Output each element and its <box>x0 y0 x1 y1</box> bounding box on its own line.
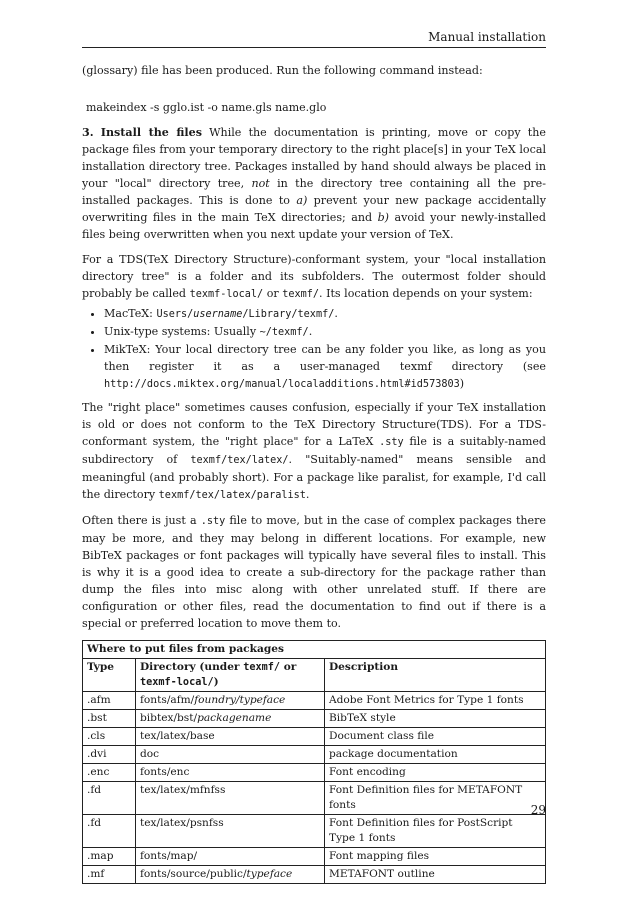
para-text: . "Suitably-named" means sensible and meaningful (and probably short). For a package like paralist, for example, I'd call the directory <box>82 453 546 501</box>
table-row <box>83 815 546 848</box>
code-path: texmf/tex/latex/ <box>190 455 289 466</box>
table-row <box>83 692 546 710</box>
code-path: Users/ <box>156 309 194 320</box>
cell-directory <box>136 728 325 746</box>
emphasis-a: a) <box>296 194 308 207</box>
code-path: /Library/texmf/ <box>242 309 335 320</box>
page-content <box>82 62 546 884</box>
directory-path: fonts/source/public/ <box>140 868 247 880</box>
table-row <box>83 764 546 782</box>
table-row <box>83 710 546 728</box>
item-end: ) <box>459 377 465 390</box>
table-row <box>83 782 546 815</box>
step-text: in the directory tree containing all the pre-installed packages. This is done to <box>82 177 546 207</box>
code-path: ~/texmf/ <box>259 327 309 338</box>
list-item-unix <box>104 323 546 341</box>
directory-path: tex/latex/psnfss <box>140 817 224 829</box>
directory-path: tex/latex/mfnfss <box>140 784 226 796</box>
emphasis-b: b) <box>377 211 389 224</box>
para-text: . <box>305 488 310 501</box>
header-text: ) <box>213 676 219 688</box>
header-rule <box>82 47 546 48</box>
para-text: file to move, but in the case of complex packages there may be more, and they may belong in different locations. For example, new BibTeX packages or font packages will typically have several files to install. This is why it is a good idea to create a sub-directory for the package rather than dump the files into misc along with other unrelated stuff. If there are configuration or other files, read the documentation to find out if there is a special or preferred location to move them to. <box>82 514 546 630</box>
item-label: MacTeX: <box>104 307 157 320</box>
often-paragraph <box>82 512 546 632</box>
directory-path: bibtex/bst/ <box>140 712 198 724</box>
cell-type: .dvi <box>83 746 136 764</box>
glossary-paragraph: (glossary) file has been produced. Run the following command instead: <box>82 64 483 77</box>
cell-description: METAFONT outline <box>325 866 546 884</box>
cell-description: package documentation <box>325 746 546 764</box>
directory-path-italic: foundry/typeface <box>194 694 286 706</box>
directory-path: tex/latex/base <box>140 730 215 742</box>
emphasis-not: not <box>251 177 270 190</box>
code-texmf-local: texmf-local/ <box>189 289 264 300</box>
cell-directory <box>136 848 325 866</box>
para-text: Often there is just a <box>82 514 201 527</box>
cell-directory <box>136 764 325 782</box>
table-caption: Where to put files from packages <box>83 641 546 659</box>
makeindex-command: makeindex -s gglo.ist -o name.gls name.glo <box>86 101 327 114</box>
cell-directory <box>136 746 325 764</box>
code-path: texmf/tex/latex/paralist <box>158 490 306 501</box>
cell-directory <box>136 782 325 815</box>
right-place-paragraph <box>82 399 546 504</box>
cell-type: .enc <box>83 764 136 782</box>
tds-text: . Its location depends on your system: <box>319 287 533 300</box>
header-directory <box>136 659 325 692</box>
cell-directory <box>136 710 325 728</box>
cell-type: .bst <box>83 710 136 728</box>
tds-paragraph <box>82 251 546 303</box>
directory-path: fonts/afm/ <box>140 694 195 706</box>
table-row <box>83 746 546 764</box>
item-text: MikTeX: Your local directory tree can be any folder you like, as long as you then register it as a user-managed texmf directory (see <box>104 343 546 373</box>
step-number: 3. <box>82 126 94 139</box>
cell-type: .afm <box>83 692 136 710</box>
item-end: . <box>308 325 313 338</box>
cell-description: Font encoding <box>325 764 546 782</box>
item-end: . <box>334 307 338 320</box>
cell-description: Font mapping files <box>325 848 546 866</box>
file-locations-table <box>82 640 546 884</box>
table-row <box>83 728 546 746</box>
cell-type: .cls <box>83 728 136 746</box>
cell-description: Adobe Font Metrics for Type 1 fonts <box>325 692 546 710</box>
cell-description: Font Definition files for METAFONT fonts <box>325 782 546 815</box>
step-title: Install the files <box>100 126 202 139</box>
table-body <box>83 692 546 884</box>
step-text: While the documentation is printing, move or copy the package files from your temporary directory to the right place[s] in your TeX local installation directory tree. Packages installed by hand should always be placed in your "local" directory tree, <box>82 126 546 190</box>
cell-description: BibTeX style <box>325 710 546 728</box>
header-description: Description <box>325 659 546 692</box>
table-row <box>83 866 546 884</box>
running-header: Manual installation <box>428 30 546 44</box>
install-files-paragraph <box>82 124 546 243</box>
header-type: Type <box>83 659 136 692</box>
header-text: Directory (under <box>140 661 244 673</box>
code-sty: .sty <box>379 437 404 448</box>
directory-path: fonts/map/ <box>140 850 198 862</box>
directory-path-italic: packagename <box>197 712 272 724</box>
item-label: Unix-type systems: Usually <box>104 325 260 338</box>
tds-text: For a TDS(TeX Directory Structure)-conformant system, your "local installation directory tree" is a folder and its subfolders. The outermost folder should probably be called <box>82 253 546 300</box>
cell-type: .mf <box>83 866 136 884</box>
list-item-miktex <box>104 341 546 393</box>
list-item-mactex <box>104 305 546 323</box>
cell-directory <box>136 815 325 848</box>
directory-path: fonts/enc <box>140 766 190 778</box>
cell-type: .map <box>83 848 136 866</box>
cell-type: .fd <box>83 815 136 848</box>
miktex-url[interactable]: http://docs.miktex.org/manual/localadditions.html#id573803 <box>104 379 460 390</box>
header-text: or <box>280 661 297 673</box>
system-location-list <box>82 305 546 393</box>
table-row <box>83 848 546 866</box>
code-texmf: texmf/ <box>282 289 320 300</box>
header-code: texmf-local/ <box>140 677 214 688</box>
para-text: The "right place" sometimes causes confusion, especially if your TeX installation is old or does not conform to the TeX Directory Structure(TDS). For a TDS-conformant system, the "right place" for a LaTeX <box>82 401 546 448</box>
directory-path-italic: typeface <box>246 868 293 880</box>
step-text: avoid your newly-installed files being overwritten when you next update your version of TeX. <box>82 211 546 241</box>
header-code: texmf/ <box>243 662 281 673</box>
page-number: 29 <box>530 803 546 817</box>
para-text: file is a suitably-named subdirectory of <box>82 435 547 466</box>
cell-description: Document class file <box>325 728 546 746</box>
cell-directory <box>136 866 325 884</box>
cell-directory <box>136 692 325 710</box>
directory-path: doc <box>140 748 160 760</box>
step-text: prevent your new package accidentally overwriting files in the main TeX directories; and <box>82 194 546 224</box>
cell-type: .fd <box>83 782 136 815</box>
tds-text: or <box>263 287 283 300</box>
code-path-italic: username <box>193 309 243 320</box>
code-sty: .sty <box>200 516 226 527</box>
cell-description: Font Definition files for PostScript Type 1 fonts <box>325 815 546 848</box>
